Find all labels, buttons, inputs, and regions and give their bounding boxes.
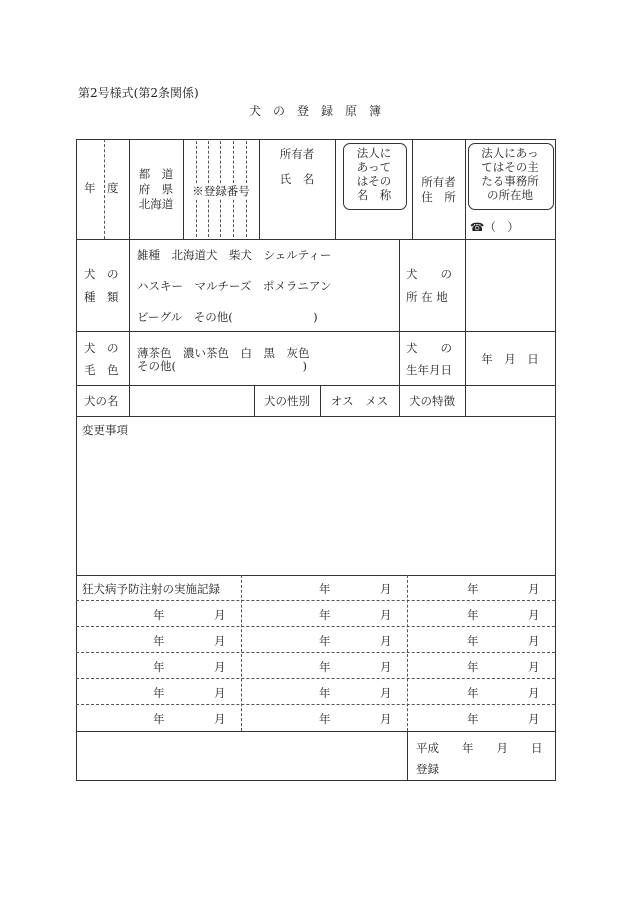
- vaccination-year-label: 年: [153, 608, 165, 622]
- vaccination-month-label: 月: [380, 686, 392, 700]
- color-options-line-1: 薄茶色 濃い茶色 白 黒 灰色: [137, 346, 310, 360]
- owner-address-label-1: 所有者: [421, 175, 456, 189]
- breed-label-2: 種 類: [84, 290, 119, 304]
- vaccination-month-label: 月: [528, 660, 540, 674]
- corp-address-label-1: 法人にあっ: [481, 146, 539, 160]
- corp-name-label-2: あって: [356, 160, 392, 174]
- breed-options-line-2: ハスキー マルチーズ ポメラニアン: [137, 279, 332, 293]
- owner-name-label-1: 所有者: [279, 147, 315, 161]
- vaccination-month-label: 月: [214, 712, 226, 726]
- vaccination-year-label: 年: [319, 686, 331, 700]
- corp-name-label-1: 法人に: [356, 146, 392, 160]
- vaccination-year-label: 年: [467, 660, 479, 674]
- dog-sex-options: オス メス: [330, 394, 389, 408]
- vaccination-year-label: 年: [319, 582, 331, 596]
- vaccination-month-label: 月: [380, 660, 392, 674]
- vaccination-year-label: 年: [467, 608, 479, 622]
- dog-feature-label: 犬の特徴: [409, 394, 455, 408]
- dog-location-label-1: 犬 の: [406, 267, 452, 281]
- breed-options-line-3: ビーグル その他( ): [137, 310, 318, 324]
- registration-number-label: ※登録番号: [185, 184, 257, 198]
- color-label-1: 犬 の: [84, 341, 119, 355]
- vaccination-month-label: 月: [214, 608, 226, 622]
- vaccination-year-label: 年: [153, 634, 165, 648]
- form-number: 第2号様式(第2条関係): [78, 86, 199, 100]
- vaccination-record-label: 狂犬病予防注射の実施記録: [82, 582, 220, 596]
- birth-date-label-1: 犬 の: [406, 341, 452, 355]
- breed-options-line-1: 雑種 北海道犬 柴犬 シェルティー: [137, 248, 332, 262]
- vaccination-year-label: 年: [153, 686, 165, 700]
- corp-name-label-3: はその: [356, 174, 392, 188]
- vaccination-year-label: 年: [319, 712, 331, 726]
- vaccination-year-label: 年: [319, 634, 331, 648]
- dog-sex-label: 犬の性別: [264, 394, 310, 408]
- registration-date: 平成 年 月 日: [416, 741, 543, 755]
- owner-name-label-2: 氏 名: [279, 172, 315, 186]
- dog-name-label: 犬の名: [84, 394, 119, 408]
- vaccination-month-label: 月: [528, 608, 540, 622]
- vaccination-month-label: 月: [528, 634, 540, 648]
- corp-address-label-4: の所在地: [487, 188, 533, 202]
- vaccination-month-label: 月: [380, 608, 392, 622]
- corp-address-label-2: てはその主: [481, 160, 539, 174]
- year-label: 年 度: [84, 181, 119, 195]
- color-label-2: 毛 色: [84, 363, 119, 377]
- vaccination-year-label: 年: [319, 608, 331, 622]
- changes-label: 変更事項: [82, 423, 128, 437]
- page-title: 犬 の 登 録 原 簿: [248, 104, 381, 118]
- dog-location-label-2: 所 在 地: [406, 290, 448, 304]
- birth-date-value: 年 月 日: [481, 352, 539, 366]
- prefecture-label-2: 府 県: [138, 182, 174, 196]
- registration-label: 登録: [416, 762, 439, 776]
- vaccination-month-label: 月: [380, 712, 392, 726]
- breed-label-1: 犬 の: [84, 267, 119, 281]
- vaccination-month-label: 月: [528, 686, 540, 700]
- corp-name-label-4: 名 称: [356, 188, 392, 202]
- vaccination-year-label: 年: [467, 712, 479, 726]
- vaccination-year-label: 年: [467, 582, 479, 596]
- owner-address-label-2: 住 所: [421, 190, 456, 204]
- birth-date-label-2: 生年月日: [406, 363, 452, 377]
- vaccination-year-label: 年: [319, 660, 331, 674]
- vaccination-month-label: 月: [528, 582, 540, 596]
- phone-label: ☎（ ）: [470, 220, 519, 234]
- vaccination-year-label: 年: [153, 660, 165, 674]
- prefecture-label-1: 都 道: [138, 167, 174, 181]
- vaccination-year-label: 年: [467, 686, 479, 700]
- prefecture-label-3: 北海道: [138, 197, 174, 211]
- corp-address-label-3: たる事務所: [481, 174, 539, 188]
- vaccination-month-label: 月: [214, 686, 226, 700]
- vaccination-month-label: 月: [528, 712, 540, 726]
- vaccination-year-label: 年: [153, 712, 165, 726]
- vaccination-month-label: 月: [214, 660, 226, 674]
- vaccination-month-label: 月: [214, 634, 226, 648]
- vaccination-month-label: 月: [380, 634, 392, 648]
- vaccination-month-label: 月: [380, 582, 392, 596]
- color-options-line-2: その他( ): [137, 359, 307, 373]
- vaccination-year-label: 年: [467, 634, 479, 648]
